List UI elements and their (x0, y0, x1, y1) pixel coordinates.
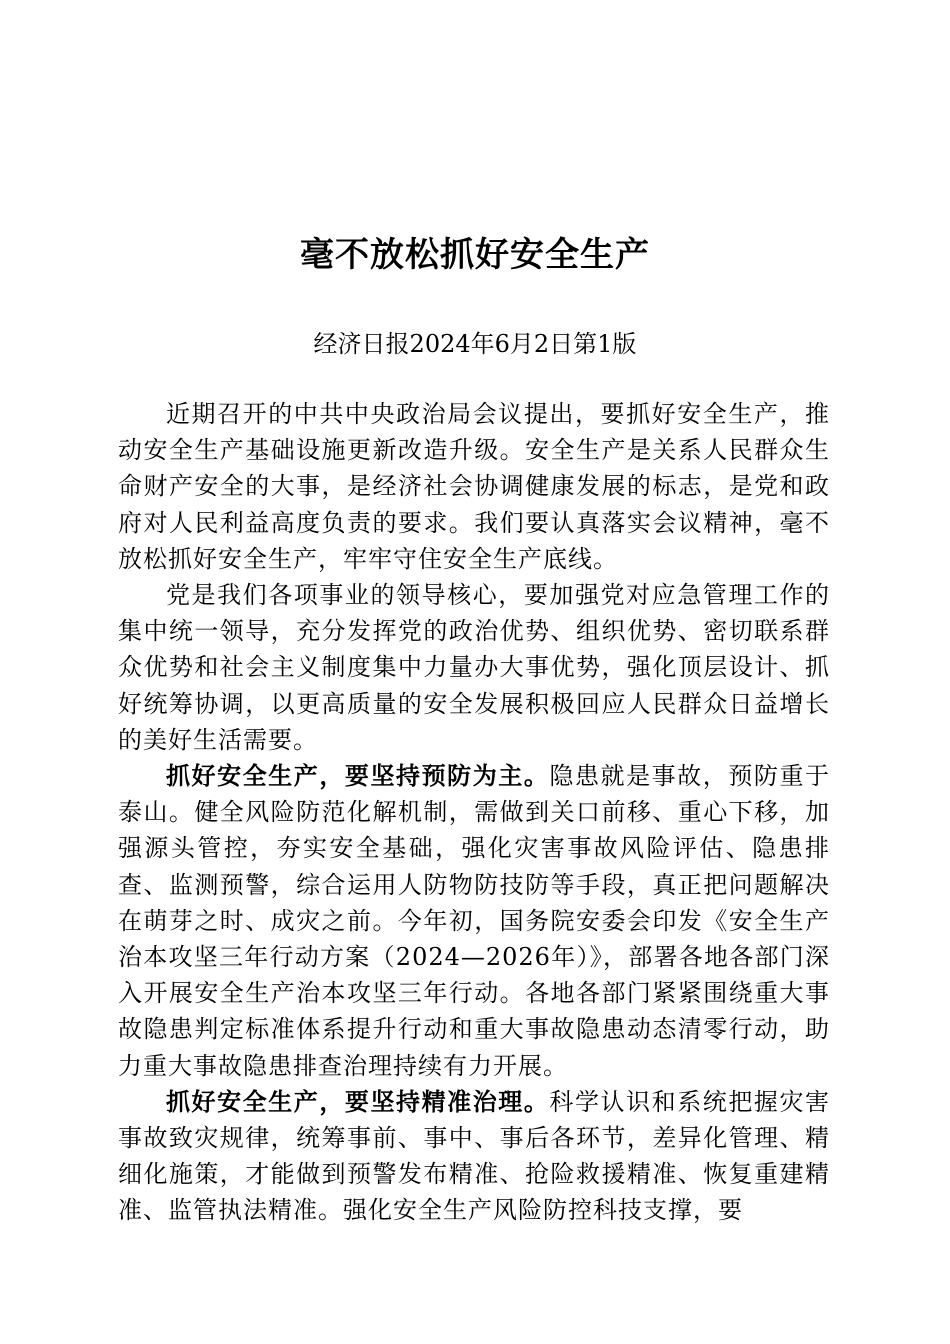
paragraph-4-lead: 抓好安全生产，要坚持精准治理。 (166, 1086, 550, 1116)
paragraph-4 (118, 1084, 830, 1229)
paragraph-4-text: 科学认识和系统把握灾害事故致灾规律，统筹事前、事中、事后各环节，差异化管理、精细化施策，才能做到预警发布精准、抢险救援精准、恢复重建精准、监管执法精准。强化安全生产风险防控科技支撑，要 (118, 1087, 831, 1225)
paragraph-2 (118, 577, 830, 758)
paragraph-1-text: 近期召开的中共中央政治局会议提出，要抓好安全生产，推动安全生产基础设施更新改造升级。安全生产是关系人民群众生命财产安全的大事，是经济社会协调健康发展的标志，是党和政府对人民利益高度负责的要求。我们要认真落实会议精神，毫不放松抓好安全生产，牢牢守住安全生产底线。 (118, 400, 830, 573)
article-source: 经济日报2024年6月2日第1版 (313, 330, 637, 358)
article-body (118, 396, 830, 1229)
paragraph-2-text: 党是我们各项事业的领导核心，要加强党对应急管理工作的集中统一领导，充分发挥党的政治优势、组织优势、密切联系群众优势和社会主义制度集中力量办大事优势，强化顶层设计、抓好统筹协调，以更高质量的安全发展积极回应人民群众日益增长的美好生活需要。 (118, 581, 830, 754)
paragraph-3-text: 隐患就是事故，预防重于泰山。健全风险防范化解机制，需做到关口前移、重心下移，加强源头管控，夯实安全基础，强化灾害事故风险评估、隐患排查、监测预警，综合运用人防物防技防等手段，真正把问题解决在萌芽之时、成灾之前。今年初，国务院安委会印发《安全生产治本攻坚三年行动方案（2024—2026年）》，部署各地各部门深入开展安全生产治本攻坚三年行动。各地各部门紧紧围绕重大事故隐患判定标准体系提升行动和重大事故隐患动态清零行动，助力重大事故隐患排查治理持续有力开展。 (118, 762, 831, 1080)
paragraph-3-lead: 抓好安全生产，要坚持预防为主。 (166, 761, 550, 791)
article-title: 毫不放松抓好安全生产 (300, 235, 650, 275)
paragraph-1 (118, 396, 830, 577)
paragraph-3 (118, 758, 830, 1084)
